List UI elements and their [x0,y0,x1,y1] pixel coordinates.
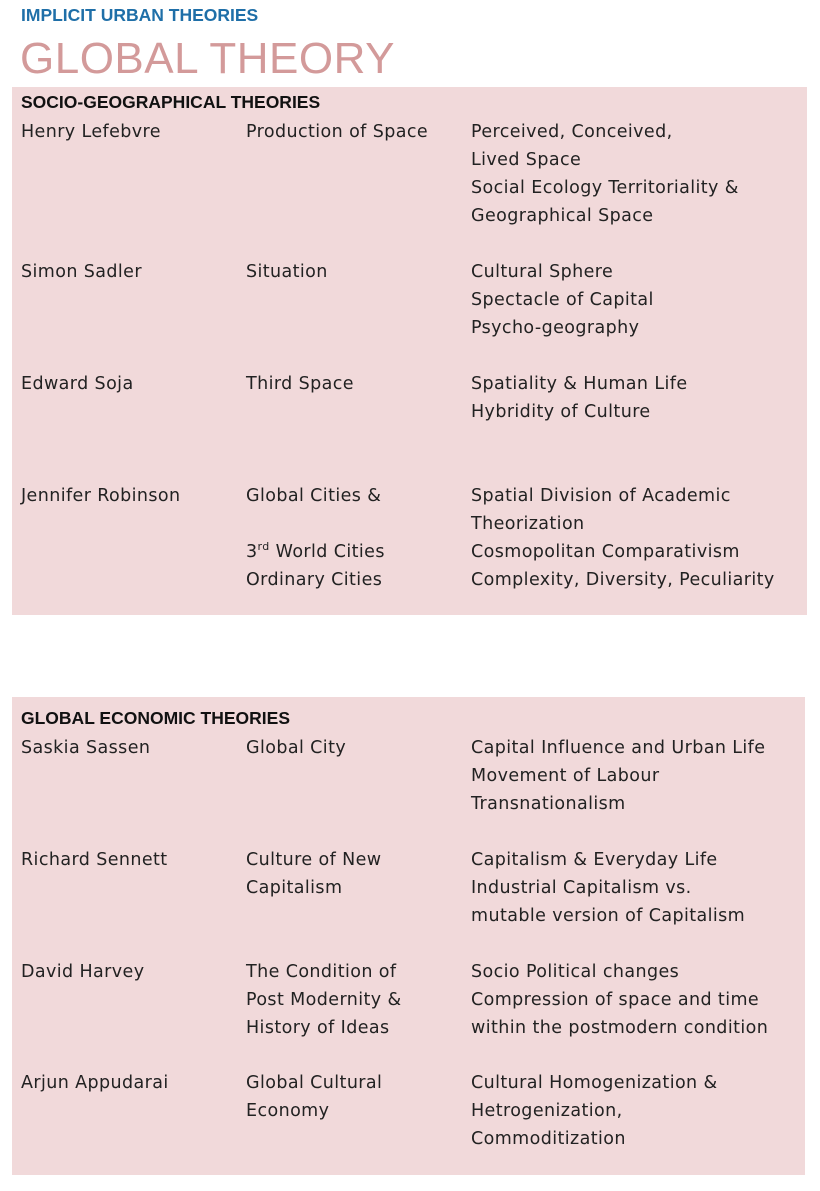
theory-line: Global Cultural [246,1073,383,1093]
concept-line: Capital Influence and Urban Life [471,738,766,758]
global-economic-panel [12,697,805,1175]
theorist-name: Saskia Sassen [21,738,151,758]
concept-line: Commoditization [471,1129,626,1149]
concept-line: Social Ecology Territoriality & [471,178,739,198]
theory-name [246,258,328,286]
concepts [471,1069,718,1153]
page-title: GLOBAL THEORY [20,34,395,83]
concept-line: Complexity, Diversity, Peculiarity [471,570,775,590]
theory-line: Global City [246,738,347,758]
concept-line: Spatiality & Human Life [471,374,688,394]
socio-geographical-panel [12,87,807,615]
concept-line: mutable version of Capitalism [471,906,746,926]
theory-line-spacer [246,510,385,538]
theory-line: The Condition of [246,962,397,982]
concept-line: Perceived, Conceived, [471,122,673,142]
concept-line: Cultural Homogenization & [471,1073,718,1093]
theory-line: Production of Space [246,122,429,142]
theory-name [246,846,381,902]
concept-line: Hetrogenization, [471,1101,623,1121]
theory-line: Global Cities & [246,486,382,506]
concepts [471,482,775,594]
theory-name [246,958,402,1042]
theory-line: Ordinary Cities [246,570,383,590]
concept-line: Cosmopolitan Comparativism [471,542,740,562]
concept-line: Socio Political changes [471,962,680,982]
section-kicker: IMPLICIT URBAN THEORIES [21,5,259,25]
theory-line: Situation [246,262,328,282]
theory-line: Post Modernity & [246,990,402,1010]
concept-line: Psycho-geography [471,318,640,338]
concept-line: Movement of Labour [471,766,660,786]
theory-line: Culture of New [246,850,382,870]
theory-line: 3rd World Cities [246,540,385,562]
concept-line: Spectacle of Capital [471,290,654,310]
section-heading: SOCIO-GEOGRAPHICAL THEORIES [21,92,321,112]
concept-line: Geographical Space [471,206,654,226]
concept-line: Compression of space and time [471,990,760,1010]
concept-line: Capitalism & Everyday Life [471,850,718,870]
theorist-name: Jennifer Robinson [21,486,181,506]
concept-line: Hybridity of Culture [471,402,651,422]
theorist-name: Henry Lefebvre [21,122,161,142]
concept-line: Theorization [471,514,585,534]
concept-line: Industrial Capitalism vs. [471,878,692,898]
concept-line: Lived Space [471,150,582,170]
theory-name [246,118,428,146]
theory-name [246,370,354,398]
concepts [471,370,688,426]
concept-line: Spatial Division of Academic [471,486,731,506]
theorist-name: Richard Sennett [21,850,168,870]
theory-line: Third Space [246,374,354,394]
theory-name [246,482,385,594]
theorist-name: David Harvey [21,962,145,982]
theorist-name: Simon Sadler [21,262,142,282]
theory-name [246,1069,382,1125]
concepts [471,734,765,818]
theory-line: History of Ideas [246,1018,390,1038]
concept-line: within the postmodern condition [471,1018,769,1038]
section-heading: GLOBAL ECONOMIC THEORIES [21,708,290,728]
theory-line: Capitalism [246,878,343,898]
theory-line: Economy [246,1101,330,1121]
concepts [471,258,654,342]
concepts [471,118,739,230]
concepts [471,846,745,930]
concept-line: Cultural Sphere [471,262,614,282]
theory-name [246,734,346,762]
concept-line: Transnationalism [471,794,626,814]
theorist-name: Arjun Appudarai [21,1073,169,1093]
concepts [471,958,768,1042]
theorist-name: Edward Soja [21,374,134,394]
